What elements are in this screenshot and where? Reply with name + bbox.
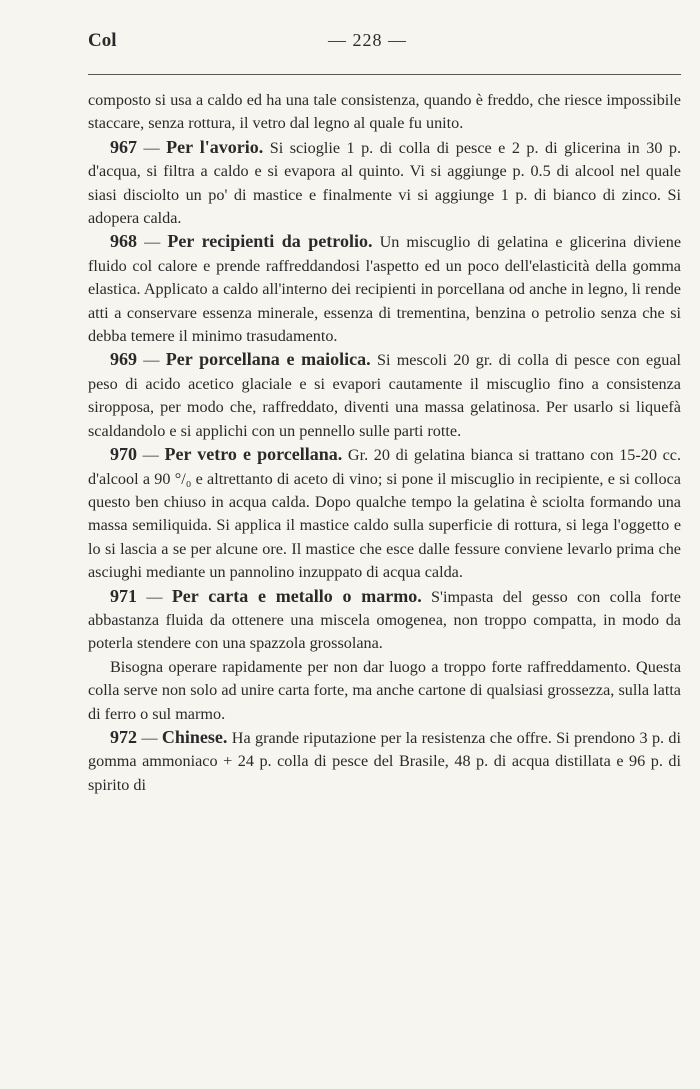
entry-body: Si mescoli 20 gr. di colla di pesce con egual peso di acido acetico glaciale e si evapori cautamente il miscuglio fino a consistenza siropposa, per modo che, raffreddato, diventi una massa gelatinosa. Per usarlo si liquefà scaldandolo e si applichi con un pennello sulle parti rotte. [88, 351, 681, 440]
entry-title: Chinese. [161, 726, 228, 747]
header-rule [88, 74, 681, 75]
entry-972 [88, 726, 681, 797]
book-page [88, 30, 681, 797]
entry-number: 969 [110, 349, 137, 370]
entry-970 [88, 443, 681, 584]
entry-number: 967 [110, 136, 137, 157]
entry-title: Per recipienti da petrolio. [167, 231, 373, 252]
entry-969 [88, 348, 681, 443]
entry-dash: — [142, 446, 159, 465]
entry-title: Per l'avorio. [166, 136, 264, 157]
running-header [88, 30, 681, 60]
entry-dash: — [143, 138, 160, 157]
entry-number: 972 [110, 726, 137, 747]
entry-title: Per porcellana e maiolica. [165, 349, 371, 370]
page-body [88, 89, 681, 797]
entry-number: 970 [110, 444, 137, 465]
page-number: — 228 — [328, 30, 407, 50]
entry-number: 971 [110, 585, 137, 606]
entry-body: Gr. 20 di gelatina bianca si trattano con 15-20 cc. d'alcool a 90 °/₀ e altrettanto di aceto di vino; si pone il miscuglio in recipiente, e si colloca questo ben chiuso in acqua calda. Dopo qualche tempo la gelatina è sciolta formando una massa semiliquida. Si applica il mastice caldo sulla superficie di rottura, si lega l'oggetto e lo si lascia a se per alcune ore. Il mastice che esce dalle fessure conviene levarlo prima che asciughi mediante un pannolino inzuppato di acqua calda. [88, 446, 682, 582]
entry-971-continuation: Bisogna operare rapidamente per non dar luogo a troppo forte raffreddamento. Questa colla serve non solo ad unire carta forte, ma anche cartone di qualsiasi grossezza, sulla latta di ferro o sul marmo. [88, 657, 681, 723]
entry-dash: — [143, 351, 160, 370]
entry-body: S'impasta del gesso con colla forte abbastanza fluida da ottenere una miscela omogenea, non troppo compatta, in modo da poterla stendere con una spazzola grossolana. [88, 587, 681, 653]
entry-967 [88, 136, 681, 231]
entry-body: Ha grande riputazione per la resistenza che offre. Si prendono 3 p. di gomma ammoniaco + 24 p. colla di pesce del Brasile, 48 p. di acqua distillata e 96 p. di spirito di [88, 728, 682, 794]
entry-dash: — [141, 728, 158, 747]
section-title: Col [88, 30, 117, 51]
entry-number: 968 [110, 231, 137, 252]
entry-title: Per vetro e porcellana. [164, 444, 343, 465]
entry-body: Si scioglie 1 p. di colla di pesce e 2 p. di glicerina in 30 p. d'acqua, si filtra a caldo e si evapora al quinto. Vi si aggiunge p. 0.5 di alcool nel quale siasi disciolto un po' di mastice e finalmente vi si aggiunge 1 p. di bianco di zinco. Si adopera calda. [88, 138, 682, 228]
entry-dash: — [144, 233, 161, 252]
continued-paragraph: composto si usa a caldo ed ha una tale consistenza, quando è freddo, che riesce impossibile staccare, senza rottura, il vetro dal legno al quale fu unito. [88, 91, 681, 133]
entry-971 [88, 585, 681, 656]
entry-body: Un miscuglio di gelatina e glicerina diviene fluido col calore e prende raffreddandosi l'aspetto ed un poco dell'elasticità della gomma elastica. Applicato a caldo all'interno dei recipienti in porcellana od anche in legno, li rende atti a conservare essenza minerale, essenza di trementina, benzina o petrolio senza che si debba temere il minimo trasudamento. [88, 233, 681, 346]
entry-dash: — [146, 587, 163, 606]
entry-title: Per carta e metallo o marmo. [171, 585, 422, 606]
entry-968 [88, 230, 681, 348]
